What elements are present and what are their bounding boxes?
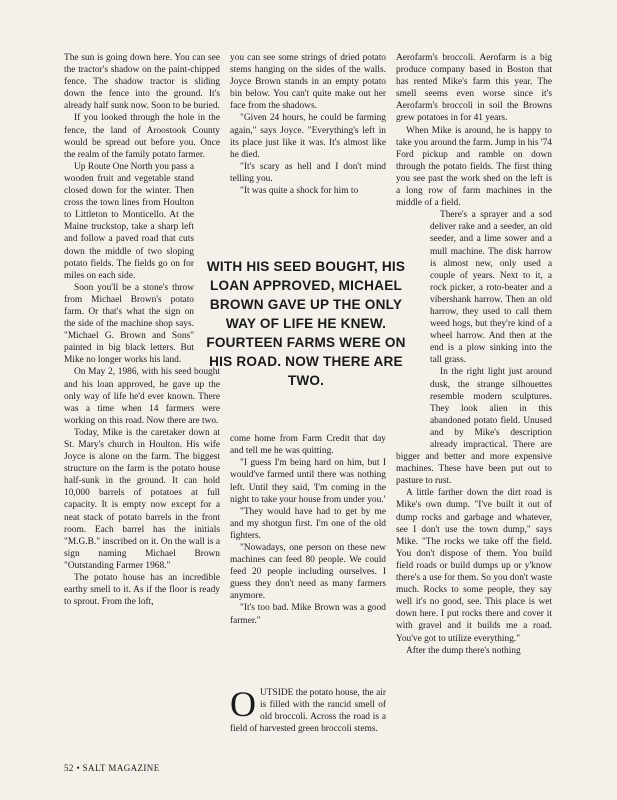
section-break (230, 627, 386, 687)
article-column-2 (230, 52, 386, 735)
paragraph: "Nowadays, one person on these new machines can feed 80 people. We could feed 20 people including ourselves. I guess they don't need as many farmers anymore. (230, 542, 386, 602)
paragraph: After the dump there's nothing (406, 645, 521, 656)
drop-cap: O (230, 683, 256, 724)
paragraph: On May 2, 1986, with his seed bought and his loan approved, he gave up the only way of life he'd ever known. There was a time when 14 farmers were working on this road. Now there are two. (64, 367, 220, 426)
paragraph: "It's scary as hell and I don't mind telling you. (230, 161, 386, 184)
paragraph: Aerofarm's broccoli. Aerofarm is a big produce company based in Boston that has rented Mike's farm this year. The smell seems even worse since it's Aerofarm's broccoli in soil the Browns grew potatoes in for 41 years. (396, 53, 552, 124)
page-footer: 52 • SALT MAGAZINE (64, 763, 160, 773)
paragraph: "It's too bad. Mike Brown was a good farmer." (230, 603, 386, 626)
paragraph: When Mike is around, he is happy to take you around the farm. Jump in his '74 Ford pickup and ramble on down through the potato fields. The first thing you see past the work shed on the left is a long row of farm machines in the middle of a field. (396, 125, 552, 209)
paragraph: There's a sprayer and a sod deliver rake and a seeder, an old seeder, and a lime sower and a mull machine. The disk harrow is almost new, only used a couple of years. Next to it, a rock picker, a roto-beater and a vibershank harrow. Then an old harrow, they used to call them weed hogs, but they're kind of a wheel harrow. And then at the end is a plow sinking into the tall grass. (430, 210, 552, 366)
paragraph: "It was quite a shock for him to (240, 186, 359, 197)
paragraph-text: UTSIDE the potato house, the air is filled with the rancid smell of old broccoli. Across the road is a field of harvested green broccoli stems. (230, 687, 386, 734)
section-opening (230, 683, 386, 735)
paragraph: Today, Mike is the caretaker down at St. Mary's church in Houlton. His wife Joyce is alone on the farm. The biggest structure on the farm is the potato house half-sunk in the ground. It can hold 10,000 barrels of potatoes at full capacity. It is empty now except for a neat stack of potato barrels in the front room. Each barrel has the initials "M.G.B." inscribed on it. On the wall is a sign naming Michael Brown "Outstanding Farmer 1968." (64, 427, 220, 571)
article-column-3 (396, 52, 552, 657)
paragraph: Soon you'll be a stone's throw from Michael Brown's potato farm. Or that's what the sign on the side of the machine shop says. "Michael G. Brown and Sons" painted in big black letters. But Mike no longer works his land. (64, 282, 194, 366)
pull-quote: WITH HIS SEED BOUGHT, HIS LOAN APPROVED, MICHAEL BROWN GAVE UP THE ONLY WAY OF LIFE HE KNEW. FOURTEEN FARMS WERE ON HIS ROAD. NOW THERE ARE TWO. (206, 259, 406, 388)
paragraph: come home from Farm Credit that day and tell me he was quitting. (230, 434, 386, 457)
paragraph: Up Route One North you pass a wooden fruit and vegetable stand closed down for the winter. Then cross the town lines from Houlton to Littleton to Monticello. At the Maine truckstop, take a sharp left and follow a paved road that cuts down the middle of two sloping potato fields. The fields go on for miles on each side. (64, 161, 194, 281)
paragraph: If you looked through the hole in the fence, the land of Aroostook County would be spread out before you. Once the realm of the family potato farmer. (64, 113, 220, 160)
paragraph: "Given 24 hours, he could be farming again," says Joyce. "Everything's left in its place just like it was. It's almost like he died. (230, 113, 386, 160)
paragraph: The potato house has an incredible earthy smell to it. As if the floor is ready to sprout. From the loft, (64, 573, 220, 608)
paragraph: "I guess I'm being hard on him, but I would've farmed until there was nothing left. Until they said, 'I'm coming in the night to take your house from under you.' (230, 458, 386, 505)
paragraph: In the right light just around dusk, the strange silhouettes resemble modern sculptures. They look alien in this abandoned potato field. Unused and by Mike's description already impractical. There are bigger and better and more expensive machines. These have been put out to pasture to rust. (396, 367, 552, 487)
paragraph: The sun is going down here. You can see the tractor's shadow on the paint-chipped fence. The shadow tractor is sliding down the fence into the ground. It's already half sunk now. Soon to be buried. (64, 53, 220, 112)
paragraph: you can see some strings of dried potato stems hanging on the sides of the walls. Joyce Brown stands in an empty potato bin below. You can't quite make out her face from the shadows. (230, 53, 386, 112)
paragraph: A little farther down the dirt road is Mike's own dump. "I've built it out of dump rocks and garbage and whatever, see I don't use the town dump," says Mike. "The rocks we take off the field. You don't dispose of them. You build field roads or build dumps up or y'know there's a use for them. So you don't waste much. Rocks to some people, they say well it's no good, see. This place is wet down here. I put rocks there and cover it with gravel and it builds me a road. You've got to utilize everything." (396, 488, 552, 644)
paragraph: "They would have had to get by me and my shotgun first. I'm one of the old fighters. (230, 506, 386, 541)
article-column-1 (64, 52, 220, 608)
